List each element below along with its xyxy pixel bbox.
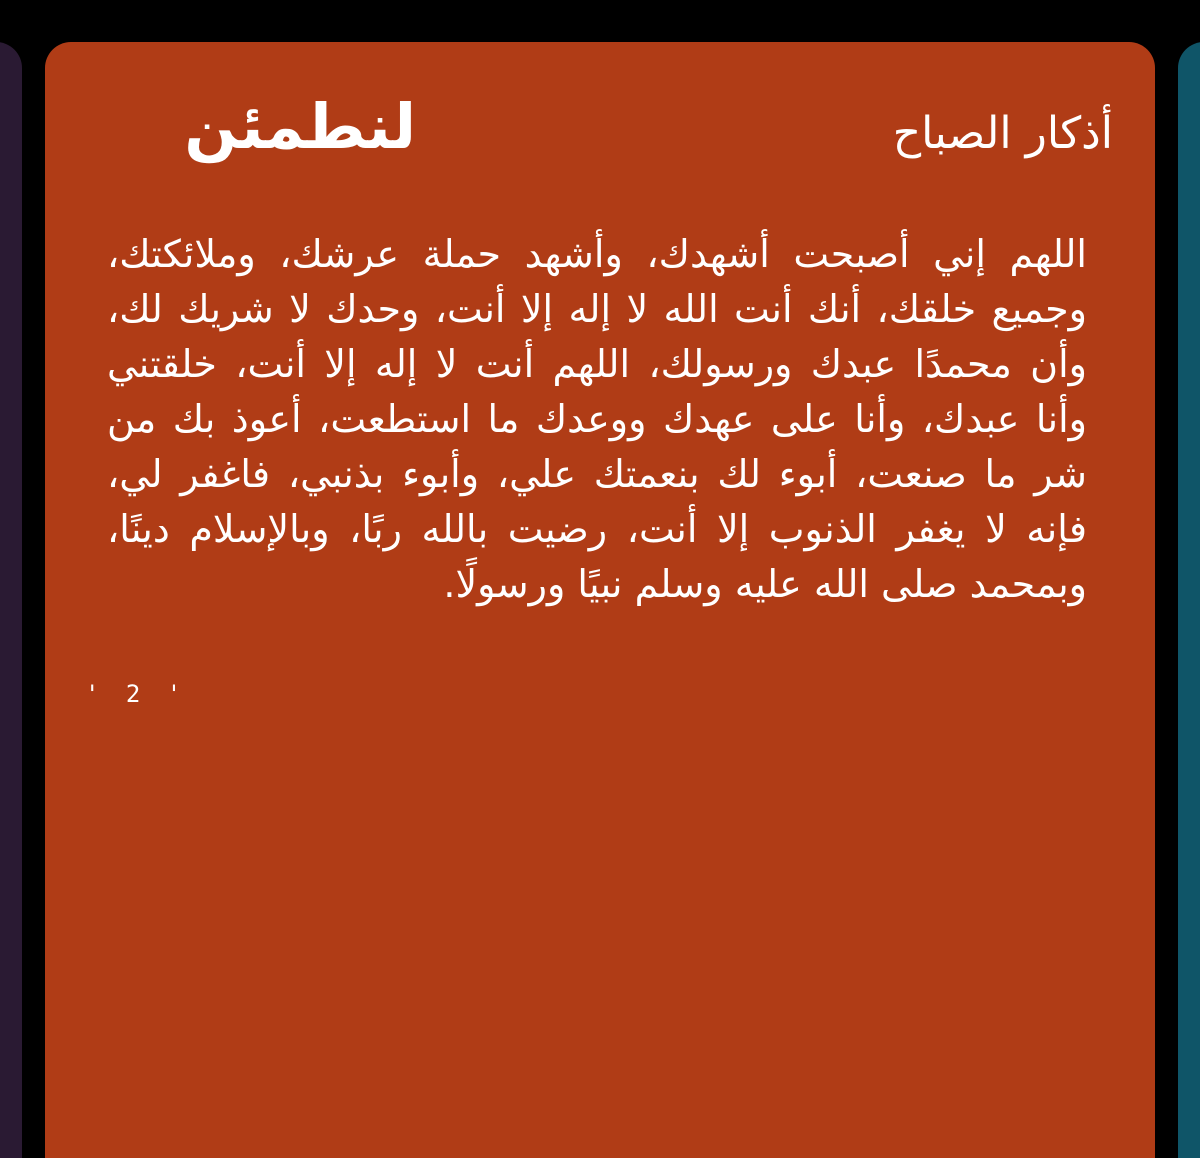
card-title: أذكار الصباح xyxy=(892,108,1113,159)
dhikr-card[interactable] xyxy=(45,42,1155,1158)
previous-dhikr-card[interactable] xyxy=(0,42,22,1158)
next-dhikr-card[interactable] xyxy=(1178,42,1200,1158)
card-header xyxy=(45,42,1155,192)
repeat-count[interactable]: ' 2 ' xyxy=(85,680,188,708)
brand-logo xyxy=(81,90,416,170)
brand-logo-text: لنطمئن xyxy=(184,90,416,163)
dhikr-text: اللهم إني أصبحت أشهدك، وأشهد حملة عرشك، وملائكتك، وجميع خلقك، أنك أنت الله لا إله إلا أنت، وحدك لا شريك لك، وأن محمدًا عبدك ورسولك، اللهم أنت لا إله إلا أنت، خلقتني وأنا عبدك، وأنا على عهدك ووعدك ما استطعت، أعوذ بك من شر ما صنعت، أبوء لك بنعمتك علي، وأبوء بذنبي، فاغفر لي، فإنه لا يغفر الذنوب إلا أنت، رضيت بالله ربًا، وبالإسلام دينًا، وبمحمد صلى الله عليه وسلم نبيًا ورسولًا. xyxy=(107,232,1087,606)
